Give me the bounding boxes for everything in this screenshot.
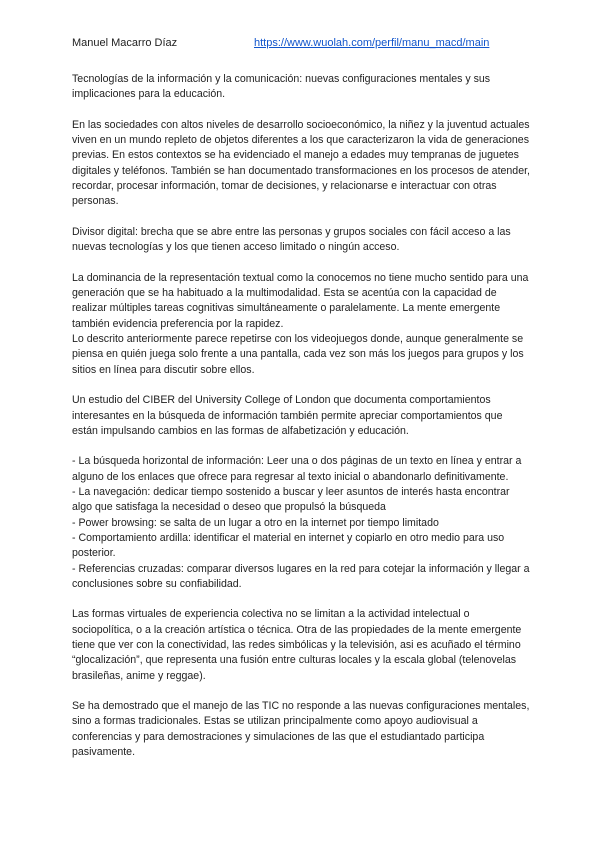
list-item: - Referencias cruzadas: comparar diversos lugares en la red para cotejar la información y llegar a conclusiones sobre su confiabilidad. bbox=[72, 562, 530, 590]
digital-divide-paragraph: Divisor digital: brecha que se abre entre las personas y grupos sociales con fácil acceso a las nuevas tecnologías y los que tienen acceso limitado o ningún acceso. bbox=[72, 225, 511, 254]
list-item: - La búsqueda horizontal de información: Leer una o dos páginas de un texto en línea y entrar a alguno de los enlaces que ofrece para regresar al texto inicial o abandonarlo definitivamente. bbox=[72, 455, 522, 483]
intro-paragraph: En las sociedades con altos niveles de desarrollo socioeconómico, la niñez y la juventud actuales viven en un mundo repleto de objetos diferentes a los que caracterizaron la vida de generaciones previas. En estos contextos se ha evidenciado el manejo a edades muy tempranas de juguetes digitales y teléfonos. También se han documentado transformaciones en los procesos de atender, recordar, procesar información, tomar de decisiones, y relacionarse e interactuar con otras personas. bbox=[72, 118, 530, 208]
tic-usage-paragraph: Se ha demostrado que el manejo de las TIC no responde a las nuevas configuraciones mentales, sino a formas tradicionales. Estas se utilizan principalmente como apoyo audiovisual a conferencias y para demostraciones y simulaciones de las que el estudiantado participa pasivamente. bbox=[72, 700, 530, 759]
behaviours-list bbox=[72, 454, 530, 592]
list-item: - Comportamiento ardilla: identificar el material en internet y copiarlo en otro medio para uso posterior. bbox=[72, 531, 505, 560]
ciber-study-paragraph: Un estudio del CIBER del University College of London que documenta comportamientos interesantes en la búsqueda de información también permite apreciar comportamientos que están impulsando cambios en las formas de alfabetización y educación. bbox=[72, 394, 503, 437]
document-body bbox=[72, 72, 530, 776]
list-item: - Power browsing: se salta de un lugar a otro en la internet por tiempo limitado bbox=[72, 516, 439, 529]
paragraph-line: Lo descrito anteriormente parece repetirse con los videojuegos donde, aunque generalmente se piensa en quién juega solo frente a una pantalla, cada vez son más los juegos para grupos y los sitios en línea para discutir sobre ellos. bbox=[72, 333, 524, 376]
collective-experience-paragraph: Las formas virtuales de experiencia colectiva no se limitan a la actividad intelectual o sociopolítica, o a la creación artística o técnica. Otra de las propiedades de la mente emergente tiene que ver con la conectividad, las redes simbólicas y la televisión, asi es acuñado el término “glocalización”, que representa una fusión entre culturas locales y la escala global (telenovelas brasileñas, anime y reggae). bbox=[72, 608, 522, 682]
title-paragraph: Tecnologías de la información y la comunicación: nuevas configuraciones mentales y sus implicaciones para la educación. bbox=[72, 73, 491, 101]
list-item: - La navegación: dedicar tiempo sostenido a buscar y leer asuntos de interés hasta encontrar algo que satisfaga la necesidad o deseo que propulsó la búsqueda bbox=[72, 486, 510, 514]
profile-link[interactable]: https://www.wuolah.com/perfil/manu_macd/main bbox=[254, 37, 490, 49]
author-name: Manuel Macarro Díaz bbox=[72, 37, 178, 49]
multimodality-paragraph bbox=[72, 271, 530, 378]
paragraph-line: La dominancia de la representación textual como la conocemos no tiene mucho sentido para una generación que se ha habituado a la multimodalidad. Esta se acentúa con la capacidad de realizar múltiples tareas cognitivas simultáneamente o paralelamente. La mente emergente también evidencia preferencia por la rapidez. bbox=[72, 271, 529, 330]
